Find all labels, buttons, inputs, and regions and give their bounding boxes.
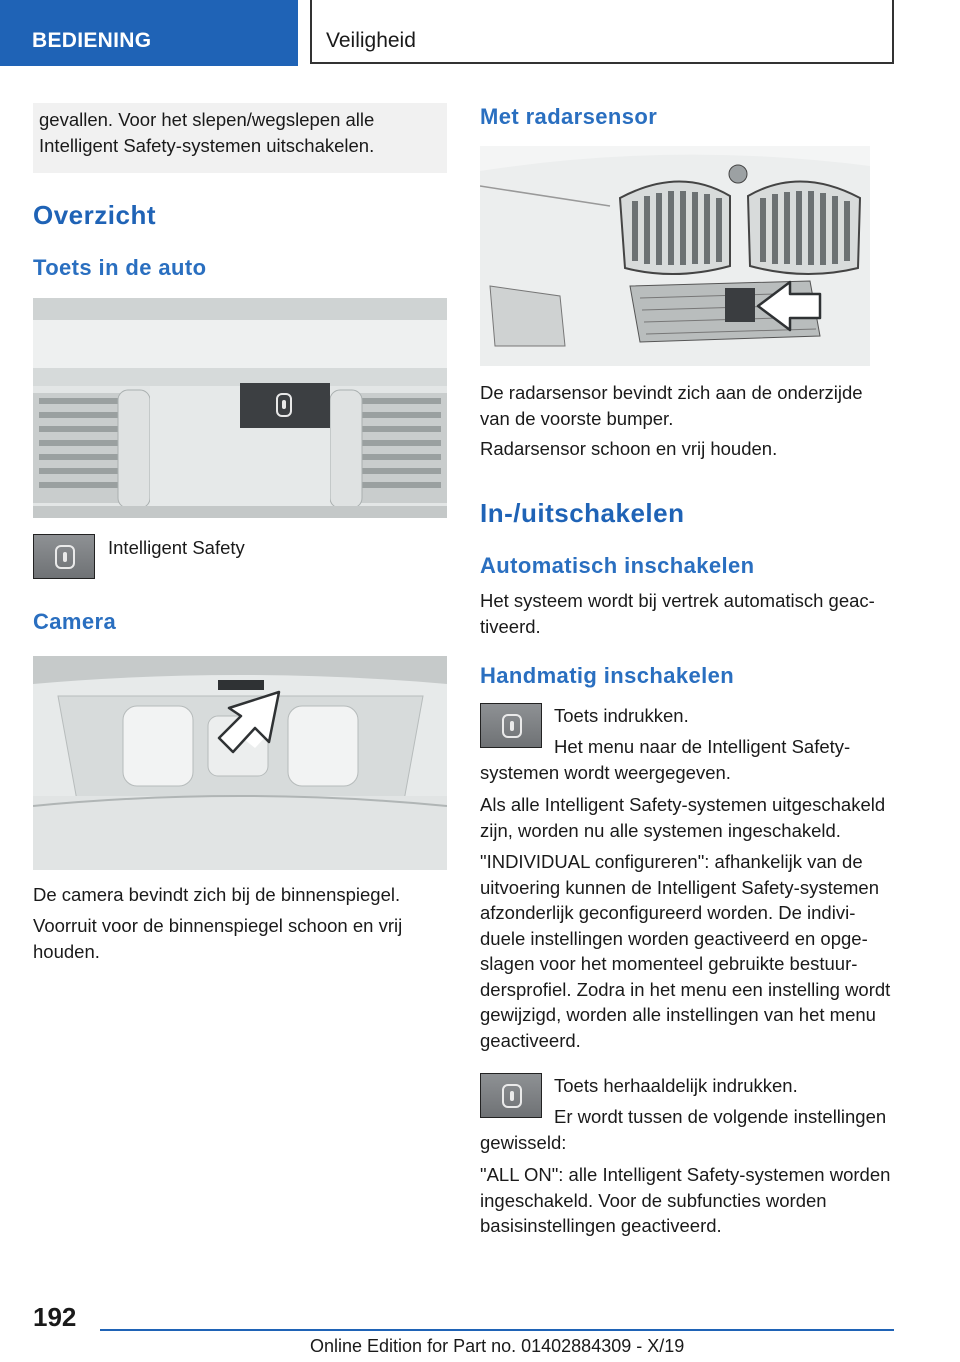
page-number: 192 — [33, 1302, 77, 1332]
note-box: gevallen. Voor het slepen/wegslepen alle Intelligent Safety-systemen uitschakelen. — [33, 103, 447, 173]
heading-auto-on: Automatisch inschakelen — [480, 553, 755, 578]
auto-paragraph: Het systeem wordt bij vertrek automatisch geactiveerd. — [480, 590, 875, 637]
heading-radar: Met radarsensor — [480, 104, 658, 129]
camera-paragraph-1: De camera bevindt zich bij de binnenspiegel. — [33, 884, 401, 905]
manual-line-2: Het menu naar de Intelligent Safety-systemen wordt weergegeven. — [480, 736, 851, 783]
repeat-line-2: Er wordt tussen de volgende instellingen gewisseld: — [480, 1106, 887, 1153]
chapter-header — [310, 0, 894, 64]
camera-interior-photo — [33, 656, 447, 870]
edition-text: Online Edition for Part no. 01402884309 - X/19 — [310, 1336, 685, 1356]
radar-bumper-photo — [480, 146, 870, 366]
heading-on-off: In-/uitschakelen — [480, 498, 685, 528]
all-on-paragraph: "ALL ON": alle Intelligent Safety-systemen worden ingeschakeld. Voor de subfuncties worden basisinstellingen geactiveerd. — [480, 1164, 891, 1236]
dashboard-button-photo — [33, 298, 447, 518]
camera-paragraph-2: Voorruit voor de binnenspiegel schoon en vrij houden. — [33, 915, 403, 962]
repeat-line-1: Toets herhaaldelijk indrukken. — [554, 1075, 798, 1096]
chapter-title: Veiligheid — [326, 29, 416, 52]
manual-paragraph-3: "INDIVIDUAL configureren": afhankelijk van de uitvoering kunnen de Intelligent Safety-systemen afzonderlijk geconfigureerd worden. De individuele instellingen worden geactiveerd en opgeslagen voor het momenteel gebruikte bestuurdersprofiel. Zodra in het menu een instelling wordt gewijzigd, worden alle instellingen van het menu geactiveerd. — [480, 851, 891, 1051]
section-title: BEDIENING — [32, 29, 152, 52]
heading-manual-on: Handmatig inschakelen — [480, 663, 735, 688]
heading-camera: Camera — [33, 609, 117, 634]
button-label: Intelligent Safety — [108, 537, 245, 558]
radar-paragraph-2: Radarsensor schoon en vrij houden. — [480, 438, 778, 459]
heading-button-in-car: Toets in de auto — [33, 255, 207, 280]
section-tab — [0, 0, 298, 66]
manual-paragraph-2: Als alle Intelligent Safety-systemen uitgeschakeld zijn, worden nu alle systemen ingeschakeld. — [480, 794, 886, 841]
heading-overview: Overzicht — [33, 200, 156, 230]
radar-paragraph-1: De radarsensor bevindt zich aan de onderzijde van de voorste bumper. — [480, 382, 863, 429]
manual-line-1: Toets indrukken. — [554, 705, 689, 726]
footer-rule — [100, 1329, 894, 1331]
intelligent-safety-button-icon — [33, 534, 95, 579]
